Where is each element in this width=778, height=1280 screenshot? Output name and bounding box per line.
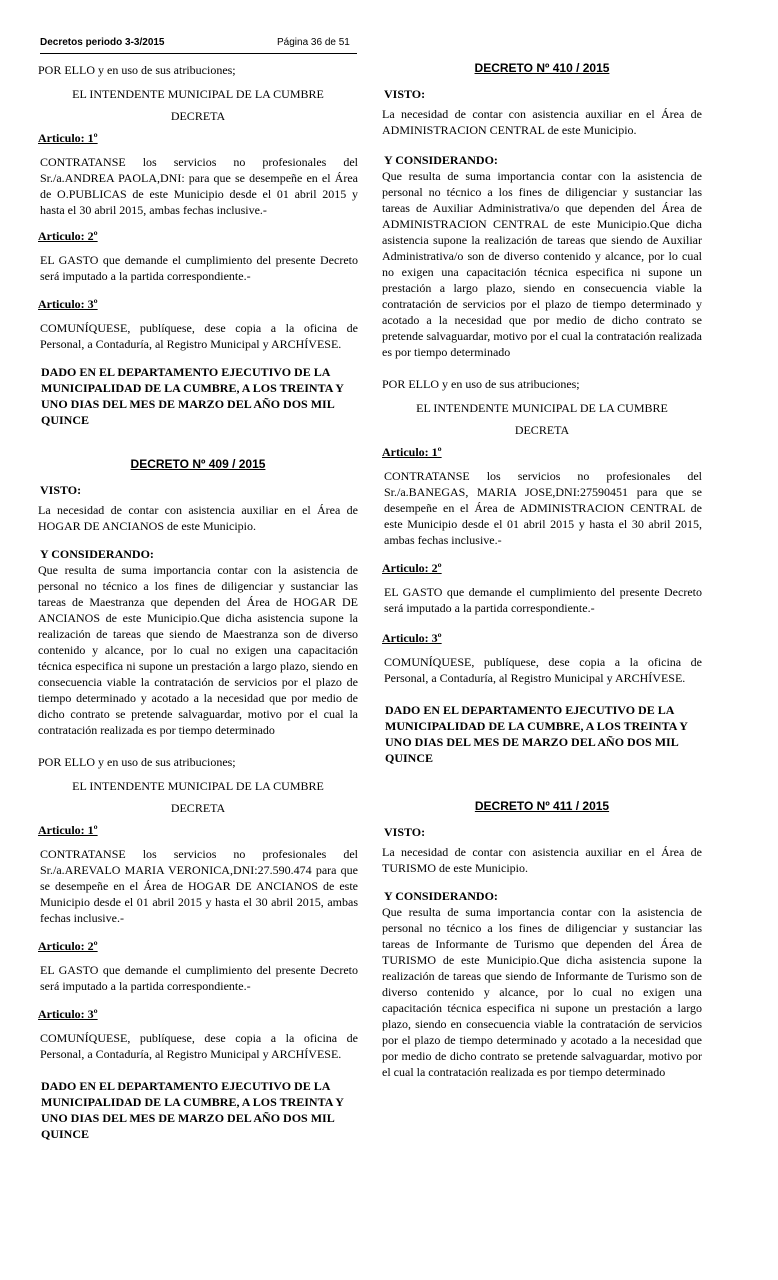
visto-heading: VISTO: <box>384 825 426 839</box>
article-1-heading: Articulo: 1º <box>382 445 442 459</box>
article-2-text: EL GASTO que demande el cumplimiento del presente Decreto será imputado a la partida correspondiente.- <box>40 253 358 283</box>
article-2-text: EL GASTO que demande el cumplimiento del presente Decreto será imputado a la partida correspondiente.- <box>384 585 702 615</box>
dado-statement: DADO EN EL DEPARTAMENTO EJECUTIVO DE LA MUNICIPALIDAD DE LA CUMBRE, A LOS TREINTA Y UNO DIAS DEL MES DE MARZO DEL AÑO DOS MIL QUINCE <box>41 1079 344 1141</box>
por-ello: POR ELLO y en uso de sus atribuciones; <box>38 63 236 77</box>
visto-text: La necesidad de contar con asistencia auxiliar en el Área de HOGAR DE ANCIANOS de este Municipio. <box>38 503 358 533</box>
header-page-number: Página 36 de 51 <box>277 37 350 48</box>
article-3-text: COMUNÍQUESE, publíquese, dese copia a la oficina de Personal, a Contaduría, al Registro Municipal y ARCHÍVESE. <box>384 655 702 685</box>
dado-statement: DADO EN EL DEPARTAMENTO EJECUTIVO DE LA MUNICIPALIDAD DE LA CUMBRE, A LOS TREINTA Y UNO DIAS DEL MES DE MARZO DEL AÑO DOS MIL QUINCE <box>41 365 344 427</box>
considerando-heading: Y CONSIDERANDO: <box>384 889 498 903</box>
decree-410-title: DECRETO Nº 410 / 2015 <box>474 61 610 75</box>
article-3-heading: Articulo: 3º <box>38 1007 98 1021</box>
visto-text: La necesidad de contar con asistencia auxiliar en el Área de ADMINISTRACION CENTRAL de este Municipio. <box>382 107 702 137</box>
article-2-text: EL GASTO que demande el cumplimiento del presente Decreto será imputado a la partida correspondiente.- <box>40 963 358 993</box>
decreta-heading: DECRETA <box>514 423 570 437</box>
article-3-heading: Articulo: 3º <box>382 631 442 645</box>
intendente-heading: EL INTENDENTE MUNICIPAL DE LA CUMBRE <box>72 87 324 101</box>
article-1-heading: Articulo: 1º <box>38 823 98 837</box>
left-column <box>38 62 358 1142</box>
decree-409-title: DECRETO Nº 409 / 2015 <box>130 457 266 471</box>
decree-411-title: DECRETO Nº 411 / 2015 <box>474 799 610 813</box>
article-3-text: COMUNÍQUESE, publíquese, dese copia a la oficina de Personal, a Contaduría, al Registro Municipal y ARCHÍVESE. <box>40 1031 358 1061</box>
article-2-heading: Articulo: 2º <box>38 229 98 243</box>
por-ello: POR ELLO y en uso de sus atribuciones; <box>38 755 236 769</box>
visto-text: La necesidad de contar con asistencia auxiliar en el Área de TURISMO de este Municipio. <box>382 845 702 875</box>
article-3-text: COMUNÍQUESE, publíquese, dese copia a la oficina de Personal, a Contaduría, al Registro Municipal y ARCHÍVESE. <box>40 321 358 351</box>
article-2-heading: Articulo: 2º <box>382 561 442 575</box>
considerando-heading: Y CONSIDERANDO: <box>384 153 498 167</box>
right-column <box>382 60 702 1080</box>
page-header <box>40 35 357 54</box>
intendente-heading: EL INTENDENTE MUNICIPAL DE LA CUMBRE <box>72 779 324 793</box>
decreta-heading: DECRETA <box>170 801 226 815</box>
considerando-text: Que resulta de suma importancia contar con la asistencia de personal no técnico a los fines de diligenciar y sustanciar las tareas de Maestranza que dependen del Área de HOGAR DE ANCIANOS de este Municipio.Que dicha asistencia supone la realización de tareas que siendo de Maestranza son de diverso contenido y alcance, por lo cual no exigen una capacitación técnica especifica ni supone un prestación a largo plazo, siendo en consecuencia viable la contratación de servicios por el plazo de tiempo determinado y acotado a la necesidad que por medio de dicho contrato se pretende salvaguardar, motivo por el cual la contratación realizada es por tiempo determinado <box>38 563 358 737</box>
header-period: Decretos periodo 3-3/2015 <box>40 37 165 48</box>
article-3-heading: Articulo: 3º <box>38 297 98 311</box>
visto-heading: VISTO: <box>384 87 426 101</box>
article-1-text: CONTRATANSE los servicios no profesionales del Sr./a.AREVALO MARIA VERONICA,DNI:27.590.474 para que se desempeñe en el Área de HOGAR DE ANCIANOS de este Municipio desde el 01 abril 2015 y hasta el 30 abril 2015, ambas fechas inclusive.- <box>40 847 358 925</box>
dado-statement: DADO EN EL DEPARTAMENTO EJECUTIVO DE LA MUNICIPALIDAD DE LA CUMBRE, A LOS TREINTA Y UNO DIAS DEL MES DE MARZO DEL AÑO DOS MIL QUINCE <box>385 703 688 765</box>
por-ello: POR ELLO y en uso de sus atribuciones; <box>382 377 580 391</box>
intendente-heading: EL INTENDENTE MUNICIPAL DE LA CUMBRE <box>416 401 668 415</box>
article-1-text: CONTRATANSE los servicios no profesionales del Sr./a.BANEGAS, MARIA JOSE,DNI:27590451 para que se desempeñe en el Área de ADMINISTRACION CENTRAL de este Municipio desde el 01 abril 2015 y hasta el 30 abril 2015, ambas fechas inclusive.- <box>384 469 702 547</box>
decreta-heading: DECRETA <box>170 109 226 123</box>
article-1-text: CONTRATANSE los servicios no profesionales del Sr./a.ANDREA PAOLA,DNI: para que se desempeñe en el Área de O.PUBLICAS de este Municipio desde el 01 abril 2015 y hasta el 30 abril 2015, ambas fechas inclusive.- <box>40 155 358 217</box>
considerando-text: Que resulta de suma importancia contar con la asistencia de personal no técnico a los fines de diligenciar y sustanciar las tareas de Informante de Turismo que dependen del Área de TURISMO de este Municipio.Que dicha asistencia supone la realización de tareas que siendo de Informante de Turismo son de diverso contenido y alcance, por lo cual no exigen una capacitación técnica especifica ni supone un prestación a largo plazo, siendo en consecuencia viable la contratación de servicios por el plazo de tiempo determinado y acotado a la necesidad que por medio de dicho contrato se pretende salvaguardar, motivo por el cual la contratación realizada es por tiempo determinado <box>382 905 702 1079</box>
article-1-heading: Articulo: 1º <box>38 131 98 145</box>
considerando-text: Que resulta de suma importancia contar con la asistencia de personal no técnico a los fines de diligenciar y sustanciar las tareas de Auxiliar Administrativa/o que dependen del Área de ADMINISTRACION CENTRAL de este Municipio.Que dicha asistencia supone la realización de tareas que siendo de Auxiliar Administrativa/o son de diverso contenido y alcance, por lo cual no exigen una capacitación técnica especifica ni supone un prestación a largo plazo, siendo en consecuencia viable la contratación de servicios por el plazo de tiempo determinado y acotado a la necesidad que por medio de dicho contrato se pretende salvaguardar, motivo por el cual la contratación realizada es por tiempo determinado <box>382 169 702 359</box>
visto-heading: VISTO: <box>40 483 82 497</box>
considerando-heading: Y CONSIDERANDO: <box>40 547 154 561</box>
article-2-heading: Articulo: 2º <box>38 939 98 953</box>
